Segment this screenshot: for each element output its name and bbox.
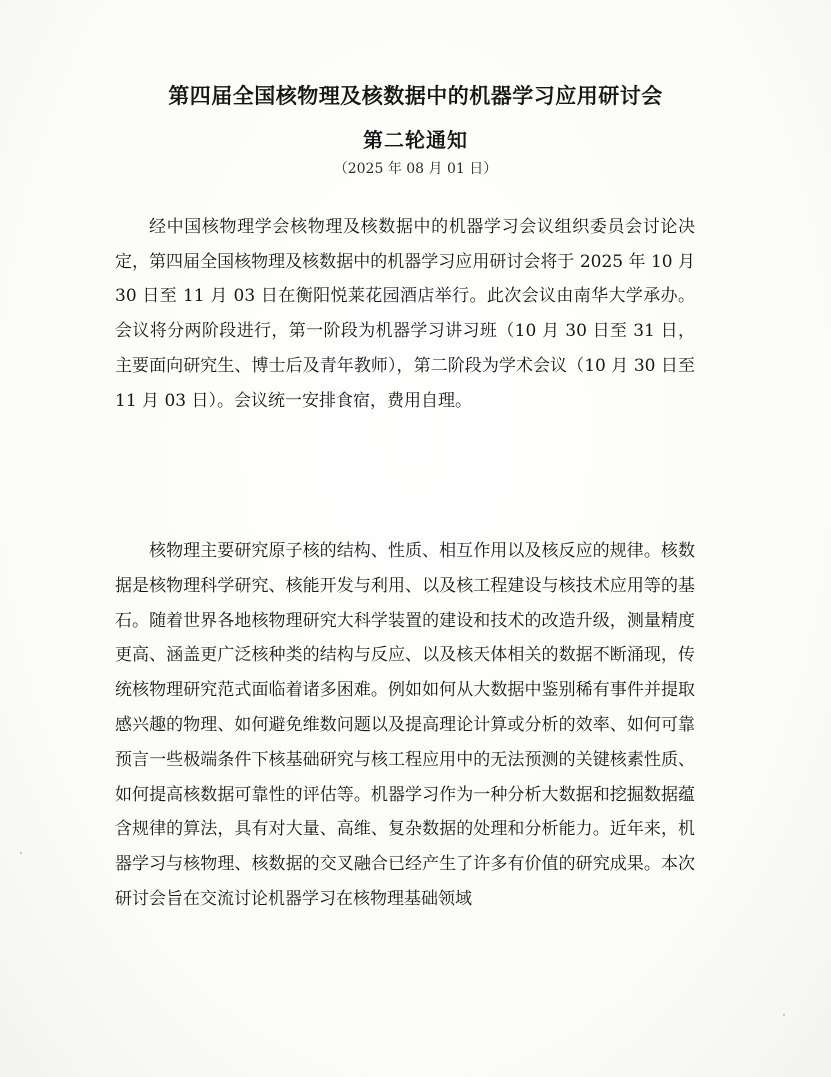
scan-speck [20,852,22,854]
document-title: 第四届全国核物理及核数据中的机器学习应用研讨会 [168,84,663,108]
notice-subtitle: 第二轮通知 [363,128,468,152]
notice-date: （2025 年 08 月 01 日） [333,161,498,177]
paragraph-background: 核物理主要研究原子核的结构、性质、相互作用以及核反应的规律。核数据是核物理科学研究、核能开发与利用、以及核工程建设与核技术应用等的基石。随着世界各地核物理研究大科学装置的建设和技术的改造升级，测量精度更高、涵盖更广泛核种类的结构与反应、以及核天体相关的数据不断涌现，传统核物理研究范式面临着诸多困难。例如如何从大数据中鉴别稀有事件并提取感兴趣的物理、如何避免维数问题以及提高理论计算或分析的效率、如何可靠预言一些极端条件下核基础研究与核工程应用中的无法预测的关键核素性质、如何提高核数据可靠性的评估等。机器学习作为一种分析大数据和挖掘数据蕴含规律的算法，具有对大量、高维、复杂数据的处理和分析能力。近年来，机器学习与核物理、核数据的交叉融合已经产生了许多有价值的研究成果。本次研讨会旨在交流讨论机器学习在核物理基础领域 [115,541,695,909]
scan-speck [783,1014,785,1016]
paragraph-meeting-info: 经中国核物理学会核物理及核数据中的机器学习会议组织委员会讨论决定，第四届全国核物理及核数据中的机器学习应用研讨会将于 2025 年 10 月 30 日至 11 月 03 日在衡阳悦莱花园酒店举行。此次会议由南华大学承办。会议将分两阶段进行，第一阶段为机器学习讲习班（10 月 30 日至 31 日，主要面向研究生、博士后及青年教师），第二阶段为学术会议（10 月 30 日至 11 月 03 日）。会议统一安排食宿，费用自理。 [115,217,695,411]
